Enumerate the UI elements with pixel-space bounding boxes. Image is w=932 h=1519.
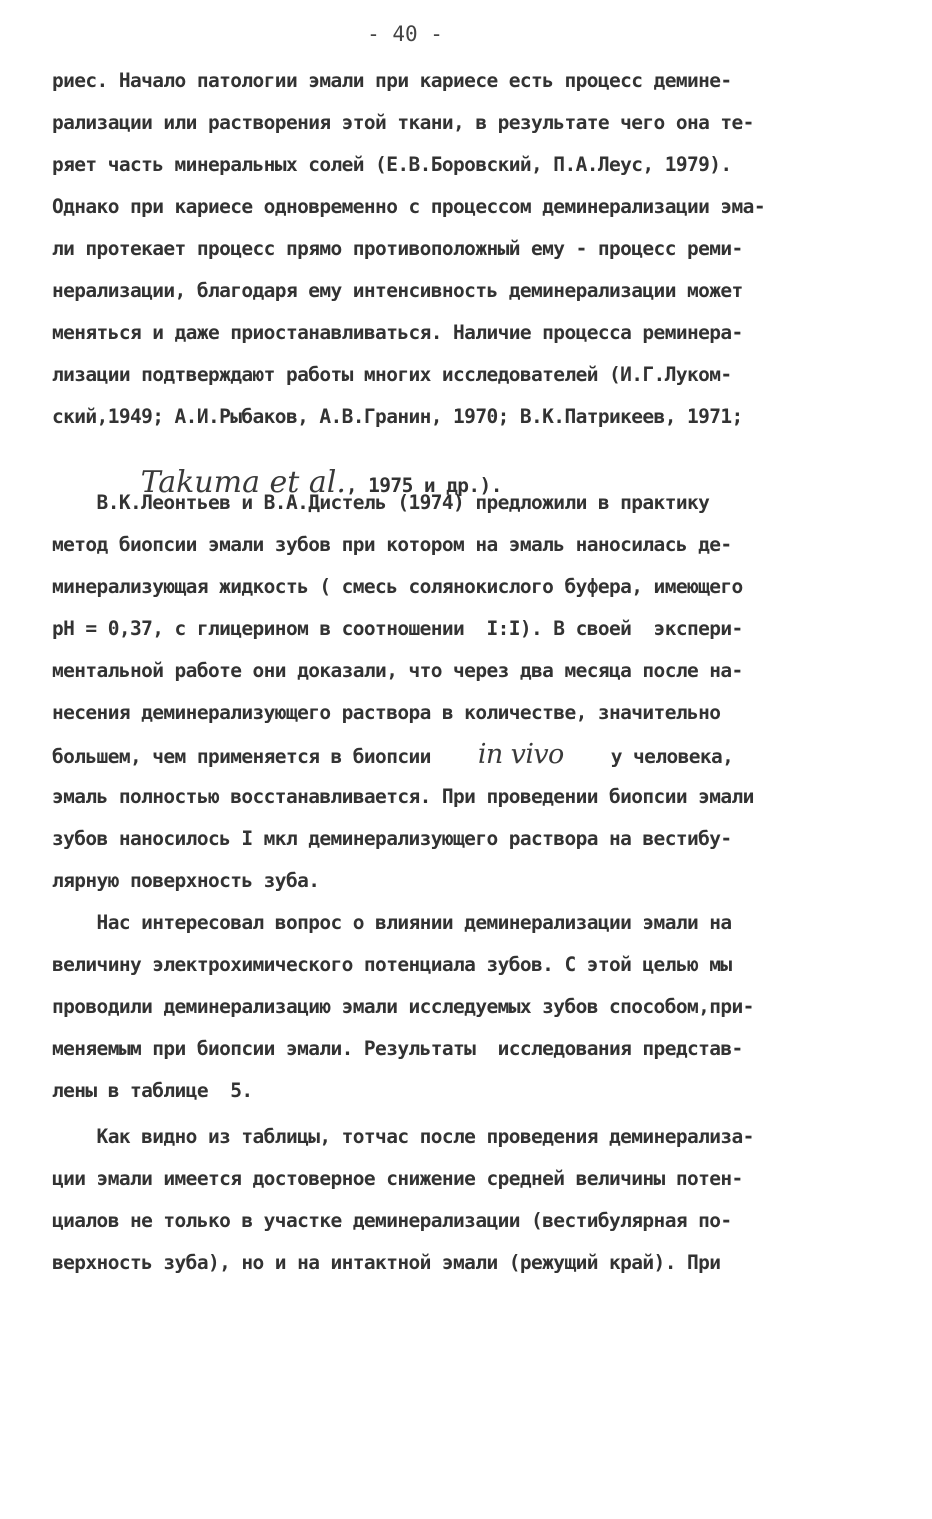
text-line: ский,1949; А.И.Рыбаков, А.В.Гранин, 1970; В.К.Патрикеев, 1971; <box>52 405 743 428</box>
text-before: большем, чем применяется в биопсии <box>52 745 431 768</box>
handwritten-term: in vivo <box>477 739 564 770</box>
citation-text: , 1975 и др.). <box>345 474 502 497</box>
text-line: меняемым при биопсии эмали. Результаты исследования представ- <box>52 1037 743 1060</box>
text-line: метод биопсии эмали зубов при котором на эмаль наносилась де- <box>52 533 732 556</box>
text-line: рализации или растворения этой ткани, в результате чего она те- <box>52 111 754 134</box>
text-line: В.К.Леонтьев и В.А.Дистель (1974) предложили в практику <box>52 491 710 514</box>
text-line: нерализации, благодаря ему интенсивность деминерализации может <box>52 279 743 302</box>
page-number: - 40 - <box>367 22 443 46</box>
text-line: минерализующая жидкость ( смесь солянокислого буфера, имеющего <box>52 575 743 598</box>
text-line: Однако при кариесе одновременно с процессом деминерализации эма- <box>52 195 765 218</box>
handwritten-author: Takuma et al. <box>140 465 346 500</box>
text-line: зубов наносилось I мкл деминерализующего раствора на вестибу- <box>52 827 732 850</box>
text-line: несения деминерализующего раствора в количестве, значительно <box>52 701 721 724</box>
text-line: величину электрохимического потенциала зубов. С этой целью мы <box>52 953 732 976</box>
text-line: ли протекает процесс прямо противоположный ему - процесс реми- <box>52 237 743 260</box>
text-line: ции эмали имеется достоверное снижение средней величины потен- <box>52 1167 743 1190</box>
text-line: верхность зуба), но и на интактной эмали (режущий край). При <box>52 1251 721 1274</box>
text-line: Как видно из таблицы, тотчас после проведения деминерализа- <box>52 1125 754 1148</box>
text-line: лизации подтверждают работы многих исследователей (И.Г.Луком- <box>52 363 732 386</box>
text-line: эмаль полностью восстанавливается. При проведении биопсии эмали <box>52 785 754 808</box>
text-line: меняться и даже приостанавливаться. Наличие процесса реминера- <box>52 321 743 344</box>
text-line: лярную поверхность зуба. <box>52 869 320 892</box>
text-after: у человека, <box>610 745 734 768</box>
text-line: циалов не только в участке деминерализации (вестибулярная по- <box>52 1209 732 1232</box>
text-line: рН = 0,37, с глицерином в соотношении I:I). В своей экспери- <box>52 617 743 640</box>
text-line: ментальной работе они доказали, что через два месяца после на- <box>52 659 743 682</box>
text-line: Нас интересовал вопрос о влиянии деминерализации эмали на <box>52 911 732 934</box>
text-line <box>52 739 734 770</box>
text-line: ряет часть минеральных солей (Е.В.Боровский, П.А.Леус, 1979). <box>52 153 732 176</box>
text-line: лены в таблице 5. <box>52 1079 253 1102</box>
text-line: риес. Начало патологии эмали при кариесе есть процесс демине- <box>52 69 732 92</box>
text-line: проводили деминерализацию эмали исследуемых зубов способом,при- <box>52 995 754 1018</box>
